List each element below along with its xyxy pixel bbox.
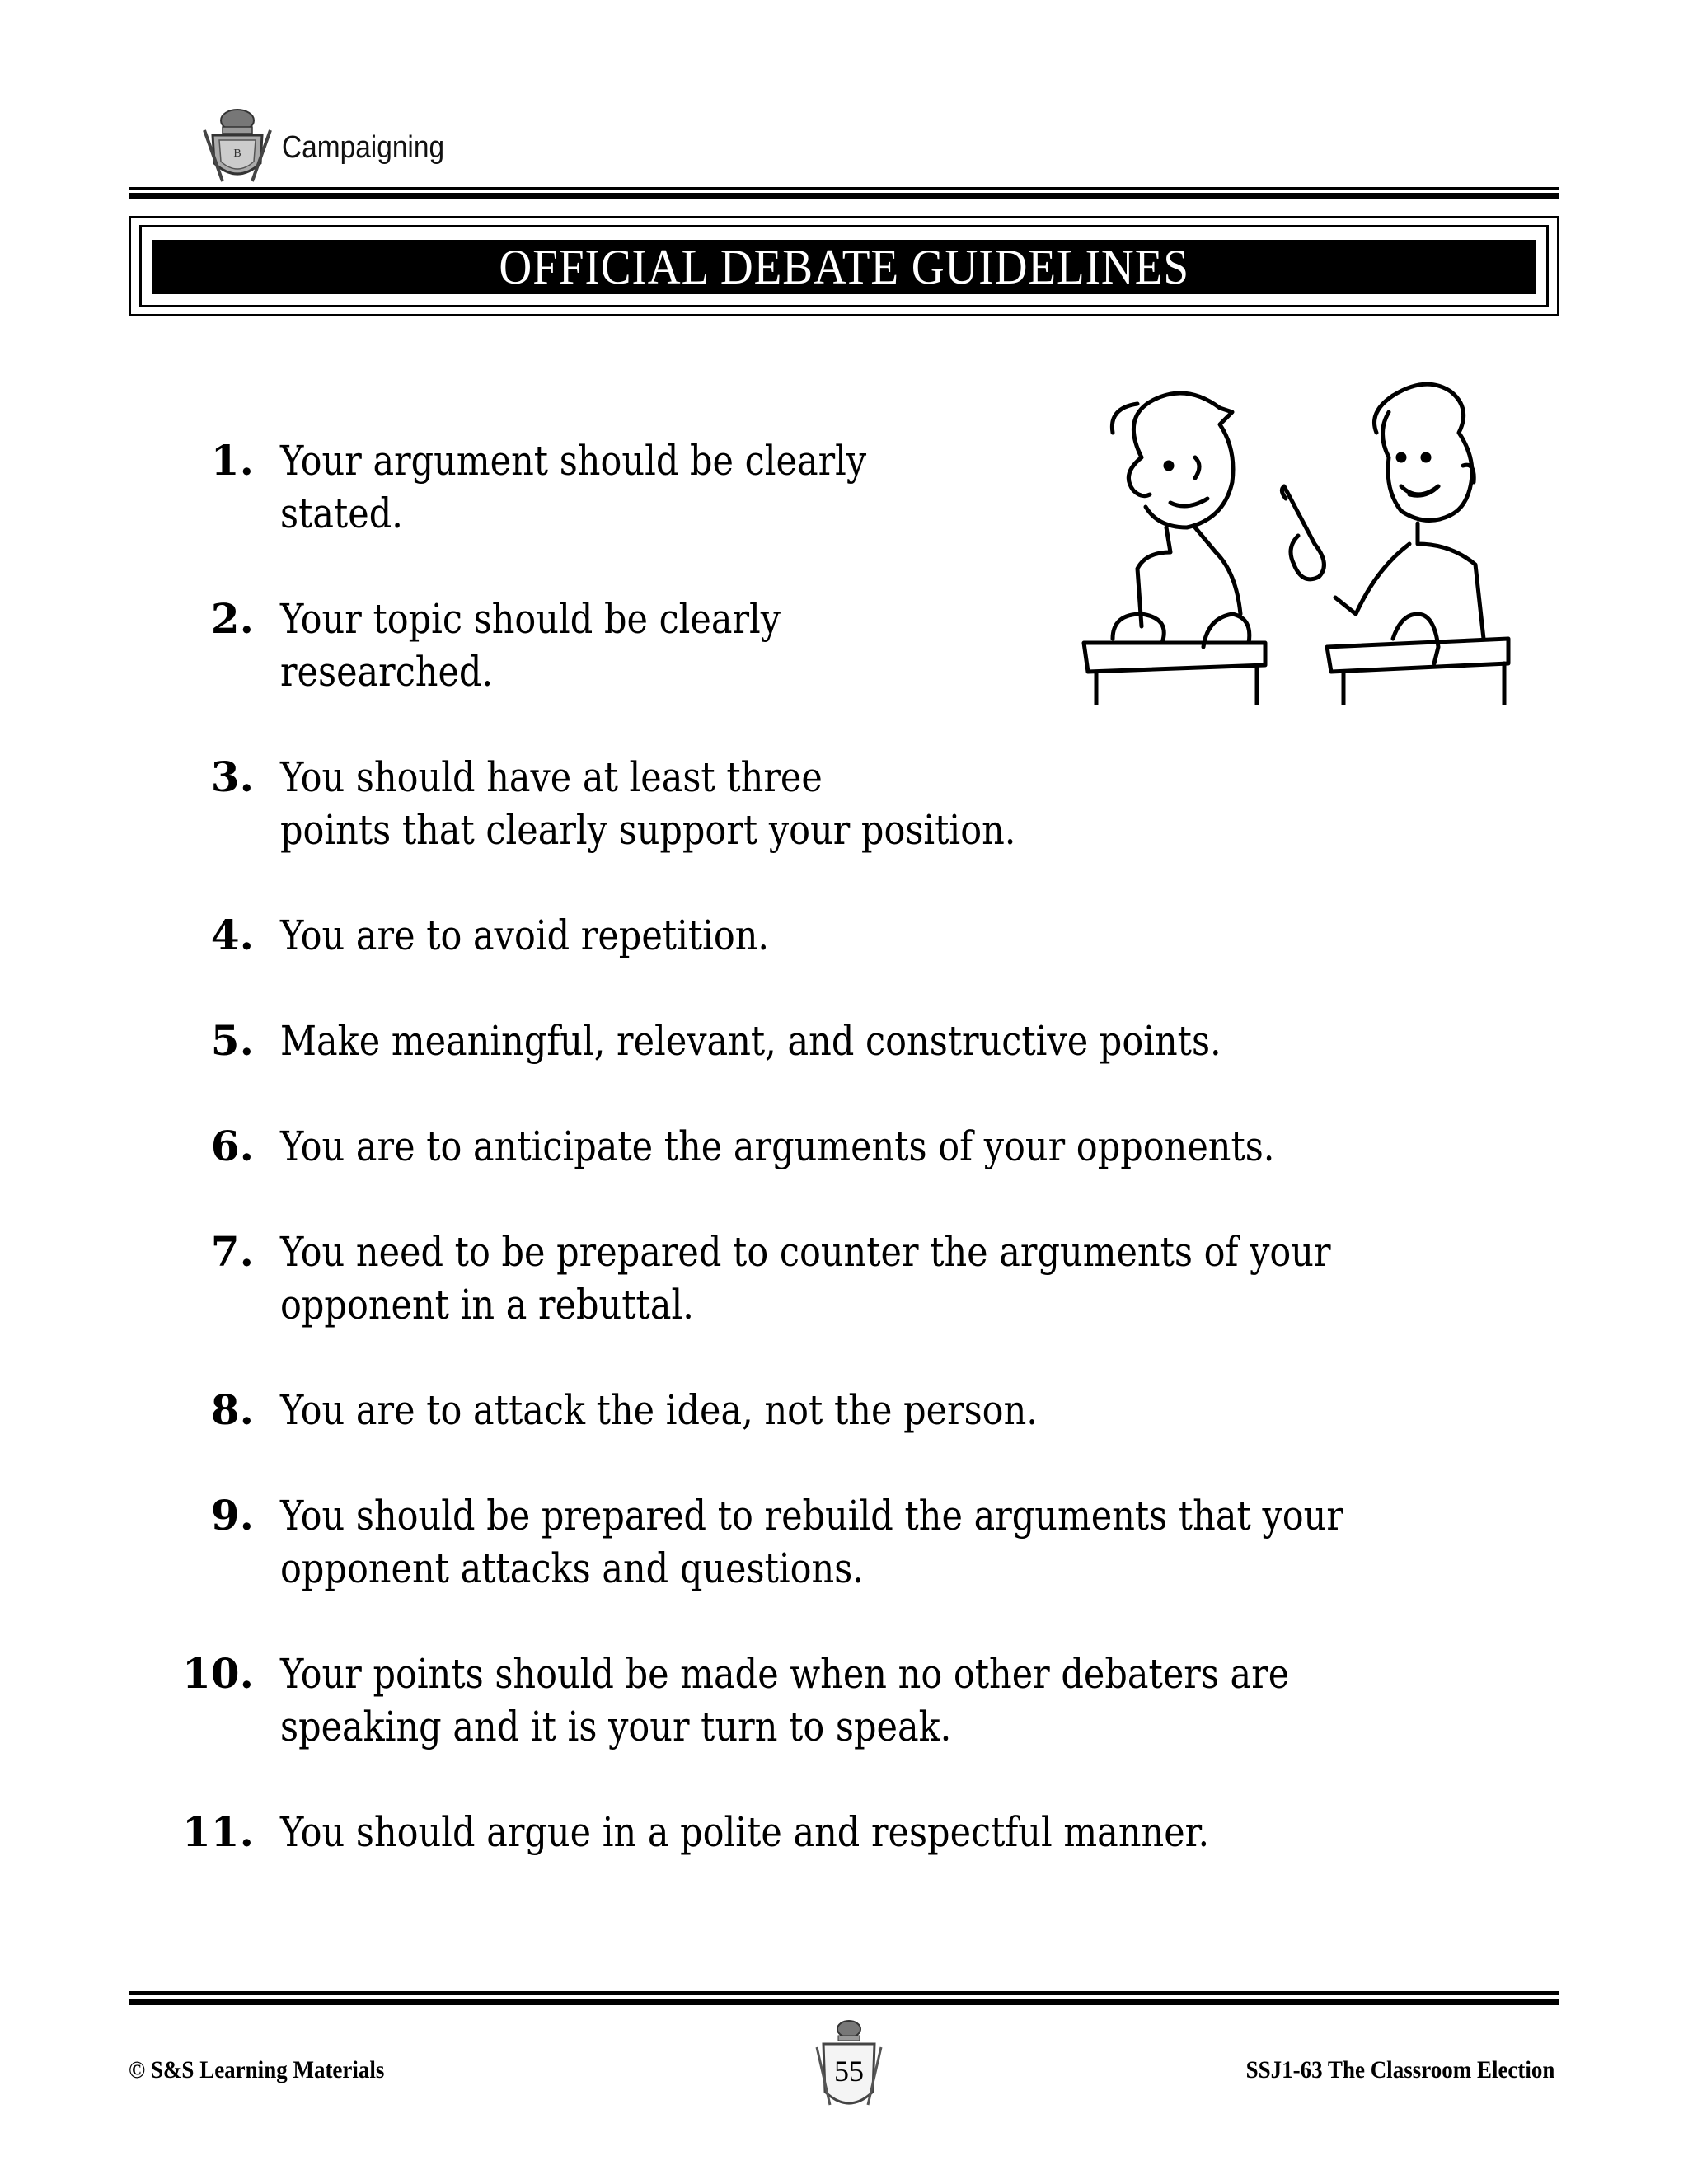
section-label: Campaigning [282,130,445,165]
item-number: 10. [182,1649,254,1698]
item-number: 3. [210,752,254,801]
item-number: 2. [210,594,254,643]
title-bar [152,240,1536,294]
product-title: SSJ1-63 The Classroom Election [1245,2056,1554,2083]
footer-rule-thin [129,1991,1559,1995]
title-frame [129,216,1559,316]
item-line: Your points should be made when no other debaters are [280,1650,1290,1698]
item-line: opponent in a rebuttal. [280,1281,694,1329]
item-number: 11. [182,1807,254,1856]
header-rule-thick [129,193,1559,199]
item-number: 9. [210,1491,254,1540]
page-number: 55 [834,2055,864,2088]
copyright-text: © S&S Learning Materials [129,2056,385,2083]
item-number: 5. [210,1016,254,1065]
item-number: 8. [210,1385,254,1434]
item-line: You are to avoid repetition. [280,912,770,959]
item-line: Make meaningful, relevant, and constructive points. [280,1017,1221,1065]
item-number: 1. [210,436,254,485]
item-line: stated. [280,490,403,537]
item-line: points that clearly support your position. [280,806,1016,854]
item-number: 7. [210,1227,254,1276]
item-line: Your topic should be clearly [280,595,781,643]
footer-rule-thick [129,1999,1559,2005]
item-line: researched. [280,648,494,696]
item-line: Your argument should be clearly [280,437,867,485]
item-line: You should have at least three [280,753,823,801]
item-line: opponent attacks and questions. [280,1544,864,1592]
item-line: You should argue in a polite and respectful manner. [280,1808,1210,1856]
item-line: You are to anticipate the arguments of your opponents. [280,1122,1275,1170]
header-rule-thin [129,187,1559,190]
item-line: You need to be prepared to counter the arguments of your [280,1228,1331,1276]
item-number: 6. [210,1122,254,1170]
item-line: You should be prepared to rebuild the arguments that your [280,1492,1343,1540]
debaters-illustration [1063,367,1525,705]
crest-icon [198,105,277,188]
page-title: OFFICIAL DEBATE GUIDELINES [499,239,1189,294]
item-line: You are to attack the idea, not the person. [280,1386,1038,1434]
item-line: speaking and it is your turn to speak. [280,1703,952,1750]
item-number: 4. [210,911,254,959]
svg-text:B: B [233,148,241,160]
